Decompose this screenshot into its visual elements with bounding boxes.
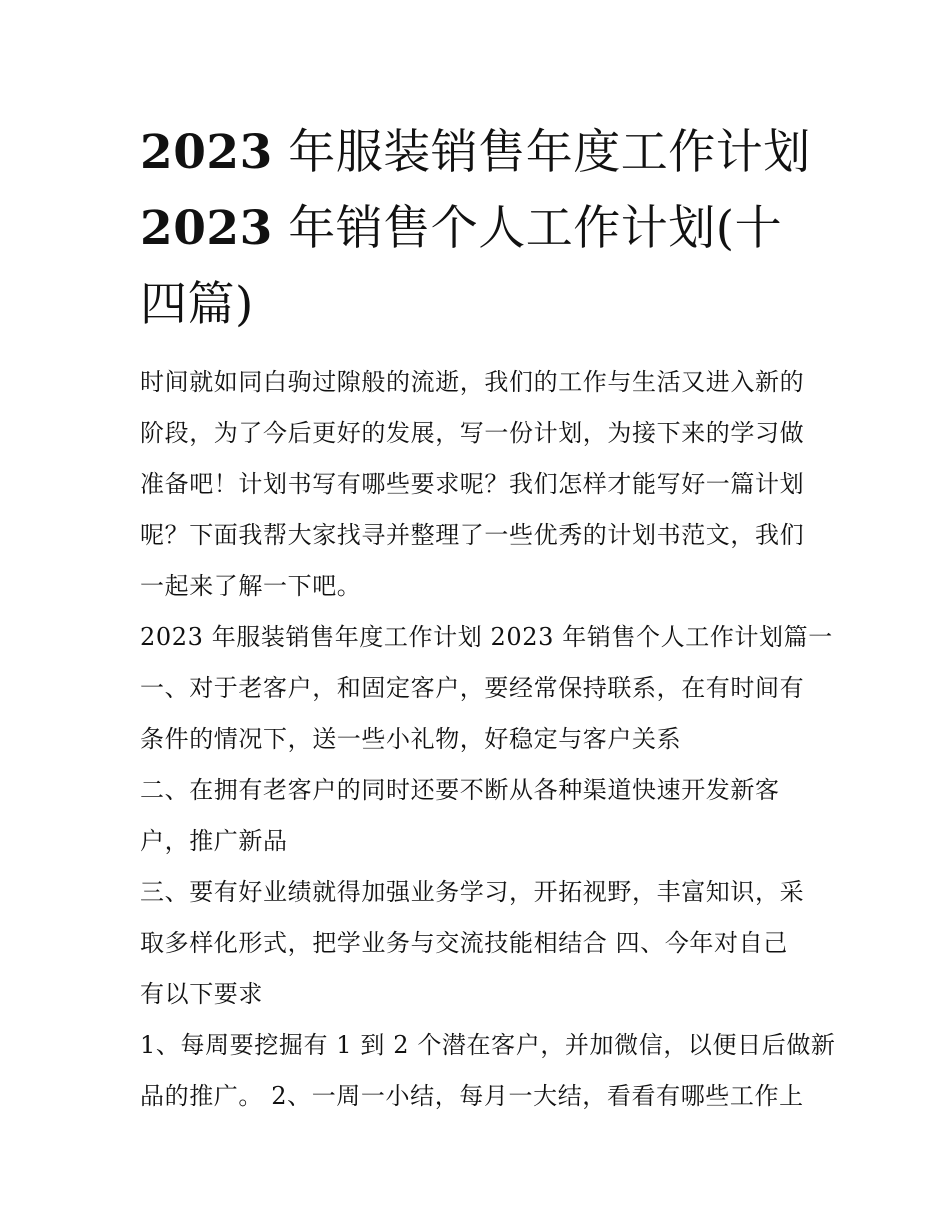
title-line-2: 2023 年销售个人工作计划(十	[140, 201, 783, 256]
body-line: 品的推广。 2、一周一小结，每月一大结，看看有哪些工作上	[140, 1082, 804, 1110]
body-line: 时间就如同白驹过隙般的流逝，我们的工作与生活又进入新的	[140, 368, 805, 396]
body-line: 二、在拥有老客户的同时还要不断从各种渠道快速开发新客	[140, 776, 780, 804]
body-line: 1、每周要挖掘有 1 到 2 个潜在客户，并加微信，以便日后做新	[140, 1031, 836, 1059]
body-line: 一、对于老客户，和固定客户，要经常保持联系，在有时间有	[140, 674, 805, 702]
body-line: 有以下要求	[140, 980, 263, 1008]
section-heading: 2023 年服装销售年度工作计划 2023 年销售个人工作计划篇一	[140, 623, 833, 651]
body-line: 准备吧！计划书写有哪些要求呢？我们怎样才能写好一篇计划	[140, 470, 805, 498]
body-line: 阶段，为了今后更好的发展，写一份计划，为接下来的学习做	[140, 419, 805, 447]
body-line: 呢？下面我帮大家找寻并整理了一些优秀的计划书范文，我们	[140, 521, 805, 549]
body-line: 户，推广新品	[140, 827, 288, 855]
body-line: 一起来了解一下吧。	[140, 572, 362, 600]
body-line: 三、要有好业绩就得加强业务学习，开拓视野，丰富知识，采	[140, 878, 805, 906]
document-title	[140, 115, 820, 343]
document-body	[140, 357, 836, 1122]
body-line: 条件的情况下，送一些小礼物，好稳定与客户关系	[140, 725, 682, 753]
body-line: 取多样化形式，把学业务与交流技能相结合 四、今年对自己	[140, 929, 788, 957]
document-page	[140, 115, 836, 1122]
title-line-1: 2023 年服装销售年度工作计划	[140, 125, 811, 180]
title-line-3: 四篇)	[140, 277, 254, 332]
